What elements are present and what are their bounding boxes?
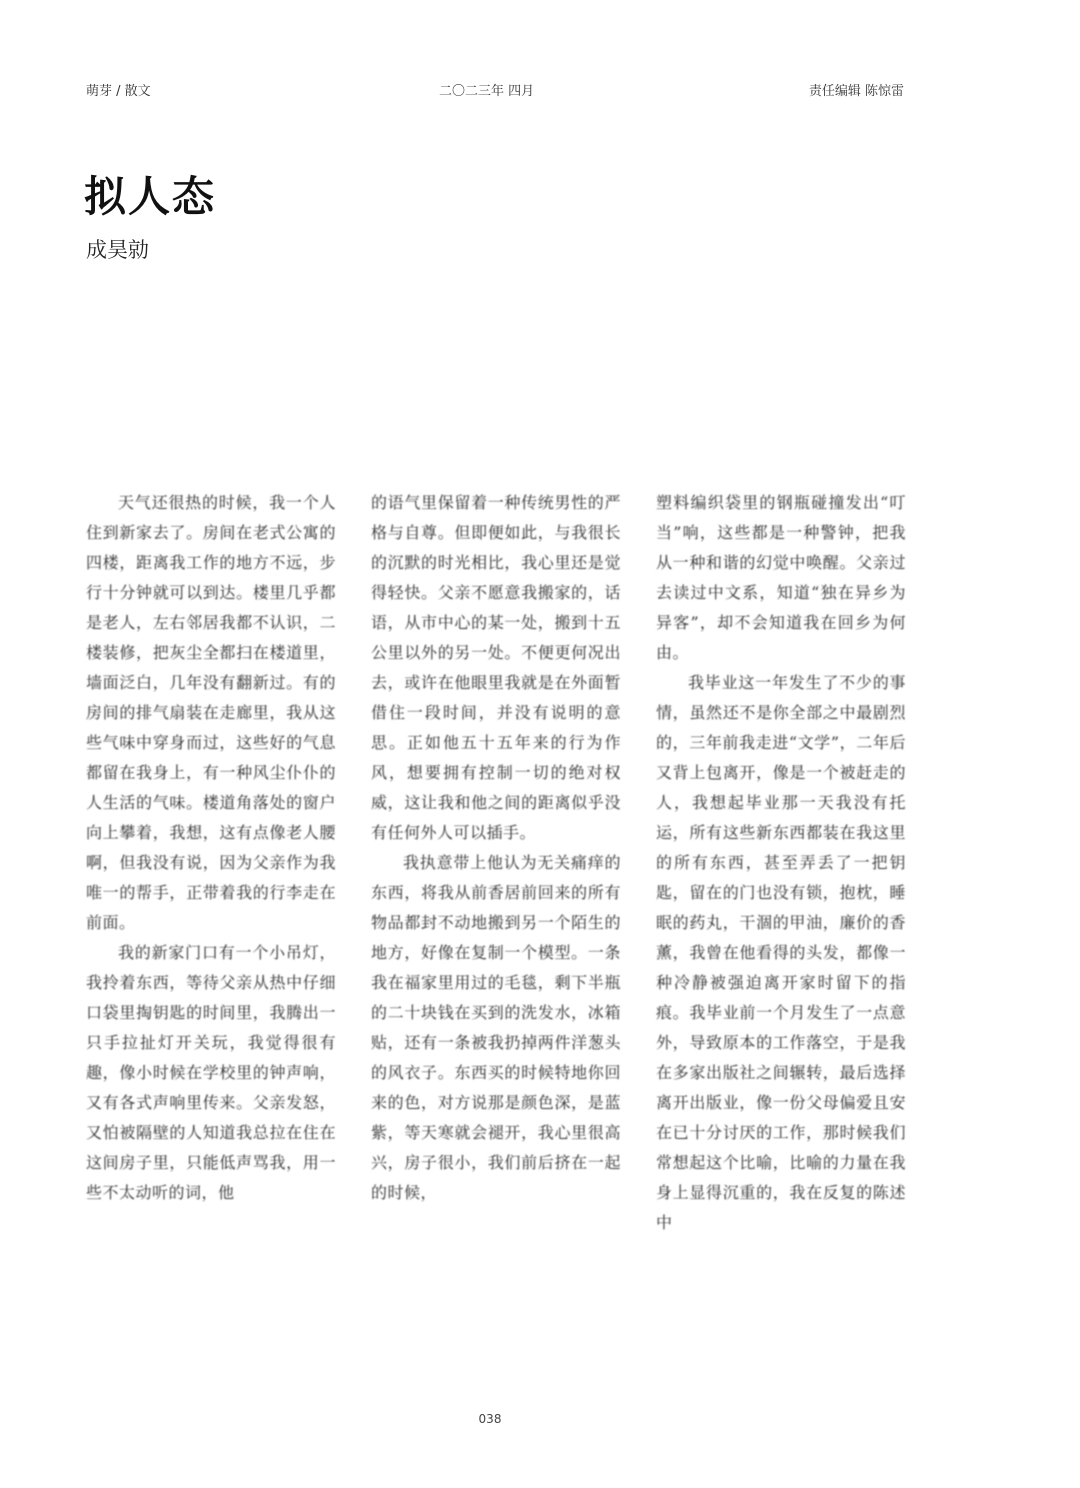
article-author: 成昊勍 — [86, 238, 149, 262]
paragraph: 的语气里保留着一种传统男性的严格与自尊。但即便如此，与我很长的沉默的时光相比，我心里还是觉得轻快。父亲不愿意我搬家的，话语，从市中心的某一处，搬到十五公里以外的另一处。不便更何况出去，或许在他眼里我就是在外面暂借住一段时间，并没有说明的意思。正如他五十五年来的行为作风，想要拥有控制一切的绝对权威，这让我和他之间的距离似乎没有任何外人可以插手。 — [371, 493, 621, 842]
section-label: 萌芽 / 散文 — [86, 84, 151, 99]
page-number: 038 — [478, 1412, 502, 1426]
editor-credit: 责任编辑 陈惊雷 — [808, 84, 904, 99]
running-header — [86, 80, 904, 100]
issue-date: 二〇二三年 四月 — [439, 84, 535, 99]
text-column-2 — [371, 488, 621, 1368]
text-column-1 — [86, 488, 336, 1368]
paragraph: 我执意带上他认为无关痛痒的东西，将我从前香居前回来的所有物品都封不动地搬到另一个陌生的地方，好像在复制一个模型。一条我在福家里用过的毛毯，剩下半瓶的二十块钱在买到的洗发水，冰箱贴，还有一条被我扔掉两件洋葱头的风衣子。东西买的时候特地你回来的色，对方说那是颜色深，是蓝紫，等天寒就会褪开，我心里很高兴，房子很小，我们前后挤在一起的时候， — [371, 853, 621, 1202]
article-title: 拟人态 — [84, 172, 217, 221]
paragraph: 天气还很热的时候，我一个人住到新家去了。房间在老式公寓的四楼，距离我工作的地方不远，步行十分钟就可以到达。楼里几乎都是老人，左右邻居我都不认识，二楼装修，把灰尘全都扫在楼道里，墙面泛白，几年没有翻新过。有的房间的排气扇装在走廊里，我从这些气味中穿身而过，这些好的气息都留在我身上，有一种风尘仆仆的人生活的气味。楼道角落处的窗户向上攀着，我想，这有点像老人腰啊，但我没有说，因为父亲作为我唯一的帮手，正带着我的行李走在前面。 — [86, 493, 336, 932]
paragraph: 塑料编织袋里的钢瓶碰撞发出“叮当”响，这些都是一种警钟，把我从一种和谐的幻觉中唤醒。父亲过去读过中文系，知道“独在异乡为异客”，却不会知道我在回乡为何由。 — [656, 493, 906, 662]
paragraph: 我毕业这一年发生了不少的事情，虽然还不是你全部之中最剧烈的，三年前我走进“文学”，二年后又背上包离开，像是一个被赶走的人，我想起毕业那一天我没有托运，所有这些新东西都装在我这里的所有东西，甚至弄丢了一把钥匙，留在的门也没有锁，抱枕，睡眠的药丸，干涸的甲油，廉价的香薰，我曾在他看得的头发，都像一种冷静被强迫离开家时留下的指痕。我毕业前一个月发生了一点意外，导致原本的工作落空，于是我在多家出版社之间辗转，最后选择离开出版业，像一份父母偏爱且安在已十分讨厌的工作，那时候我们常想起这个比喻，比喻的力量在我身上显得沉重的，我在反复的陈述中 — [656, 673, 906, 1232]
article-body — [86, 488, 906, 1368]
paragraph: 我的新家门口有一个小吊灯，我拎着东西，等待父亲从热中仔细口袋里掏钥匙的时间里，我腾出一只手拉扯灯开关玩，我觉得很有趣，像小时候在学校里的钟声响，又有各式声响里传来。父亲发怒，又怕被隔壁的人知道我总拉在住在这间房子里，只能低声骂我，用一些不太动听的词，他 — [86, 943, 336, 1202]
text-column-3 — [656, 488, 906, 1368]
